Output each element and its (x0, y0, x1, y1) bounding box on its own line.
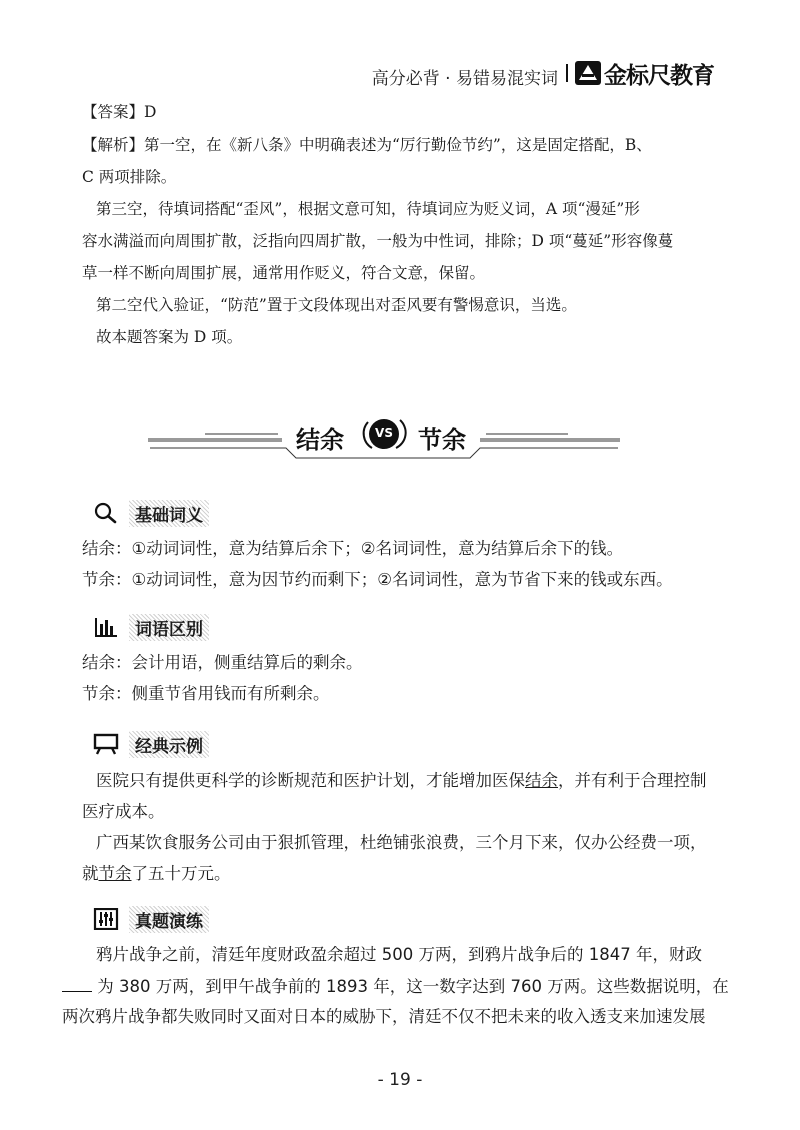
sliders-icon (93, 908, 119, 930)
vs-badge: VS (375, 426, 393, 440)
example-2-line-2 (82, 863, 231, 885)
highlight-word: 节余 (98, 864, 132, 883)
analysis-p2: 第三空，待填词搭配“歪风”，根据文意可知，待填词应为贬义词，A 项“漫延”形 (96, 200, 640, 218)
example-1-line-1 (96, 770, 707, 792)
practice-line-3: 两次鸦片战争都失败同时又面对日本的威胁下，清廷不仅不把未来的收入透支来加速发展 (62, 1007, 706, 1026)
diff-line-2: 节余：侧重节省用钱而有所剩余。 (82, 684, 330, 703)
fill-in-blank[interactable] (62, 975, 92, 992)
section-basic-meaning (93, 499, 209, 527)
answer-label: 【答案】 (82, 103, 145, 121)
analysis-p1b: C 两项排除。 (82, 168, 177, 186)
analysis-p1: 【解析】第一空，在《新八条》中明确表述为“厉行勤俭节约”，这是固定搭配，B、 (82, 136, 652, 154)
section-title: 词语区别 (129, 614, 209, 641)
example-1-line-2: 医疗成本。 (82, 802, 165, 821)
basic-line-2: 节余：①动词词性，意为因节约而剩下；②名词词性，意为节省下来的钱或东西。 (82, 570, 673, 589)
analysis-p3: 第二空代入验证，“防范”置于文段体现出对歪风要有警惕意识，当选。 (96, 296, 577, 314)
banner-lines (0, 406, 800, 466)
analysis-p2c: 草一样不断向周围扩展，通常用作贬义，符合文意，保留。 (82, 264, 486, 282)
page-header (0, 52, 800, 92)
example-text: ，并有利于合理控制 (558, 771, 707, 790)
practice-line-1: 鸦片战争之前，清廷年度财政盈余超过 500 万两，到鸦片战争后的 1847 年，财政 (96, 945, 702, 964)
vs-banner (0, 406, 800, 466)
section-title: 经典示例 (129, 731, 209, 758)
highlight-word: 结余 (525, 771, 558, 790)
section-word-difference (93, 613, 209, 641)
page-number: - 19 - (377, 1070, 423, 1090)
brand-logo-icon (574, 60, 602, 86)
section-title: 真题演练 (129, 906, 209, 933)
example-text: 了五十万元。 (131, 864, 231, 883)
section-practice (93, 905, 209, 933)
section-title: 基础词义 (129, 500, 209, 527)
practice-text: 为 380 万两，到甲午战争前的 1893 年，这一数字达到 760 万两。这些数据说明，在 (97, 977, 729, 996)
example-2-line-1: 广西某饮食服务公司由于狠抓管理，杜绝铺张浪费，三个月下来，仅办公经费一项， (96, 833, 707, 852)
bar-chart-icon (93, 616, 119, 638)
banner-left-word: 结余 (296, 425, 344, 454)
banner-right-word: 节余 (418, 425, 466, 454)
board-icon (93, 733, 119, 755)
answer-value: D (144, 103, 157, 121)
example-text: 就 (82, 864, 99, 883)
answer-line (82, 102, 156, 122)
search-icon (93, 502, 119, 524)
header-divider (566, 64, 568, 82)
analysis-p4: 故本题答案为 D 项。 (96, 328, 243, 346)
practice-line-2 (62, 975, 729, 998)
example-text: 医院只有提供更科学的诊断规范和医护计划，才能增加医保 (96, 771, 525, 790)
book-subtitle: 高分必背 · 易错易混实词 (371, 69, 558, 89)
basic-line-1: 结余：①动词词性，意为结算后余下；②名词词性，意为结算后余下的钱。 (82, 539, 624, 558)
brand (574, 58, 714, 88)
section-classic-examples (93, 730, 209, 758)
diff-line-1: 结余：会计用语，侧重结算后的剩余。 (82, 653, 363, 672)
analysis-p2b: 容水满溢而向周围扩散，泛指向四周扩散，一般为中性词，排除；D 项“蔓延”形容像蔓 (82, 232, 674, 250)
brand-name: 金标尺教育 (604, 62, 714, 89)
